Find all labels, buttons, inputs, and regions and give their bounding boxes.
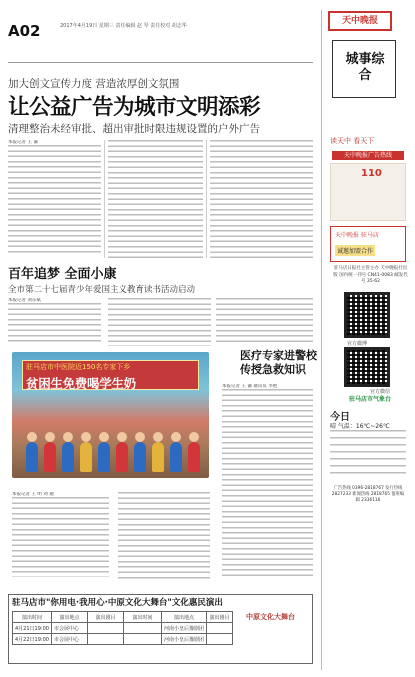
photo-byline: 本报记者 王 明 刘 通	[12, 492, 54, 497]
lead-headline: 让公益广告为城市文明添彩	[8, 95, 261, 120]
table-header: 演出地点	[161, 612, 206, 623]
table-header: 演出时间	[13, 612, 52, 623]
table-cell: 市会展中心	[51, 623, 87, 634]
table-cell	[123, 623, 161, 634]
lead-subhead: 清理整治未经审批、超出审批时限违规设置的户外广告	[8, 123, 260, 135]
table-cell: 4月22日19:00	[13, 634, 52, 645]
qr-label: 官方微信	[370, 389, 391, 395]
lead-column-1	[8, 140, 101, 258]
story3-headline-line2: 传授急救知识	[240, 363, 306, 376]
table-cell	[123, 634, 161, 645]
story2-subhead: 全市第二十七届青少年爱国主义教育读书活动启动	[8, 285, 196, 295]
table-header: 演出剧目	[206, 612, 232, 623]
photo-person	[170, 442, 182, 472]
table-row	[13, 623, 233, 634]
table-cell	[206, 623, 232, 634]
ad-logo: 中原文化大舞台	[246, 613, 295, 621]
sidebar-promo	[330, 226, 406, 262]
lead-column-2	[108, 140, 203, 258]
photo-person	[44, 442, 56, 472]
sidebar-contact: 驻马店日报社主管主办 天中晚报社出版 国内统一刊号 CN41-0083 邮发代号 35-62	[333, 266, 408, 285]
table-header: 演出地点	[51, 612, 87, 623]
table-cell: 河南小皇后豫剧团	[161, 634, 206, 645]
story3-headline	[240, 349, 317, 377]
photo-person	[80, 442, 92, 472]
lead-body-text-1	[8, 145, 101, 255]
weather-line: 晴 气温：16℃~26℃	[330, 423, 390, 430]
story3-body-text	[222, 389, 313, 577]
lead-kicker: 加大创文宣传力度 营造浓厚创文氛围	[8, 78, 180, 90]
photo-person	[98, 442, 110, 472]
story3-column	[222, 384, 313, 580]
date-line: 2017年4月19日 星期三 责任编辑 赵 琴 责任校对 胡志华	[60, 23, 187, 29]
column-divider	[321, 10, 322, 670]
qr-label: 官方微博	[347, 341, 368, 347]
ad-title: 驻马店市"你用电·我用心·中原文化大舞台"文化惠民演出	[12, 598, 223, 608]
weather-logo: 驻马店市气象台	[348, 396, 391, 403]
sidebar-bottom-info: 广告热线 0396-2818767 发行热线 2827233 新闻热线 2818765 值班编辑 2336116	[331, 486, 405, 504]
today-label: 今日	[330, 412, 350, 423]
table-cell: 河南小皇后豫剧团	[161, 623, 206, 634]
weather-details	[330, 430, 406, 478]
story2-byline: 本报记者 刘东斌	[8, 298, 41, 303]
sidebar-promo-line2: 诚邀加盟合作	[335, 245, 375, 256]
table-header: 演出剧目	[87, 612, 123, 623]
lead-column-3	[210, 140, 313, 258]
photo-banner-line1: 驻马店市中医院近150名专家下乡	[26, 363, 131, 371]
photo-banner-line2: 贫困生免费喝学生奶	[26, 376, 136, 391]
story2-headline: 百年追梦 全面小康	[8, 267, 117, 282]
photo-person	[188, 442, 200, 472]
table-header: 演出时间	[123, 612, 161, 623]
photo-person	[134, 442, 146, 472]
table-cell	[206, 634, 232, 645]
photo-person	[62, 442, 74, 472]
table-cell: 市会展中心	[51, 634, 87, 645]
table-cell	[87, 623, 123, 634]
qr-code-wechat	[344, 347, 390, 387]
story-photo	[12, 352, 209, 478]
weather-today	[330, 408, 406, 478]
lead-byline: 本报记者 王 谦	[8, 140, 38, 145]
photo-person	[116, 442, 128, 472]
photo-story-column-1	[12, 492, 109, 580]
table-cell: 4月21日19:00	[13, 623, 52, 634]
story2-column-3	[216, 298, 313, 342]
section-title: 城事综合	[345, 52, 385, 83]
photo-story-column-2	[118, 492, 210, 580]
masthead-logo: 天中晚报	[328, 11, 392, 31]
table-header-row	[13, 612, 233, 623]
header-rule	[8, 62, 313, 63]
photo-story-text	[12, 497, 109, 577]
story3-byline: 本报记者 王 谦 通讯员 李艳	[222, 384, 278, 389]
story2-column-2	[108, 298, 211, 346]
table-row	[13, 634, 233, 645]
sidebar-banner: 天中晚报广告热线	[332, 151, 404, 160]
sidebar-promo-line1: 天中晚报 驻马店	[335, 232, 379, 239]
story2-column-1	[8, 298, 101, 346]
qr-code-weibo	[344, 292, 390, 338]
photo-person	[152, 442, 164, 472]
sidebar-ad-number: 110	[361, 168, 382, 179]
performance-table	[12, 611, 233, 645]
story3-headline-line1: 医疗专家进警校	[240, 349, 317, 362]
sidebar-read-line: 读天中 看天下	[330, 137, 375, 145]
table-cell	[87, 634, 123, 645]
photo-person	[26, 442, 38, 472]
column-rule	[206, 140, 207, 258]
sidebar-ad	[330, 163, 406, 221]
story2-body-text	[8, 303, 101, 343]
column-rule	[104, 140, 105, 258]
page-number: A02	[8, 22, 41, 40]
